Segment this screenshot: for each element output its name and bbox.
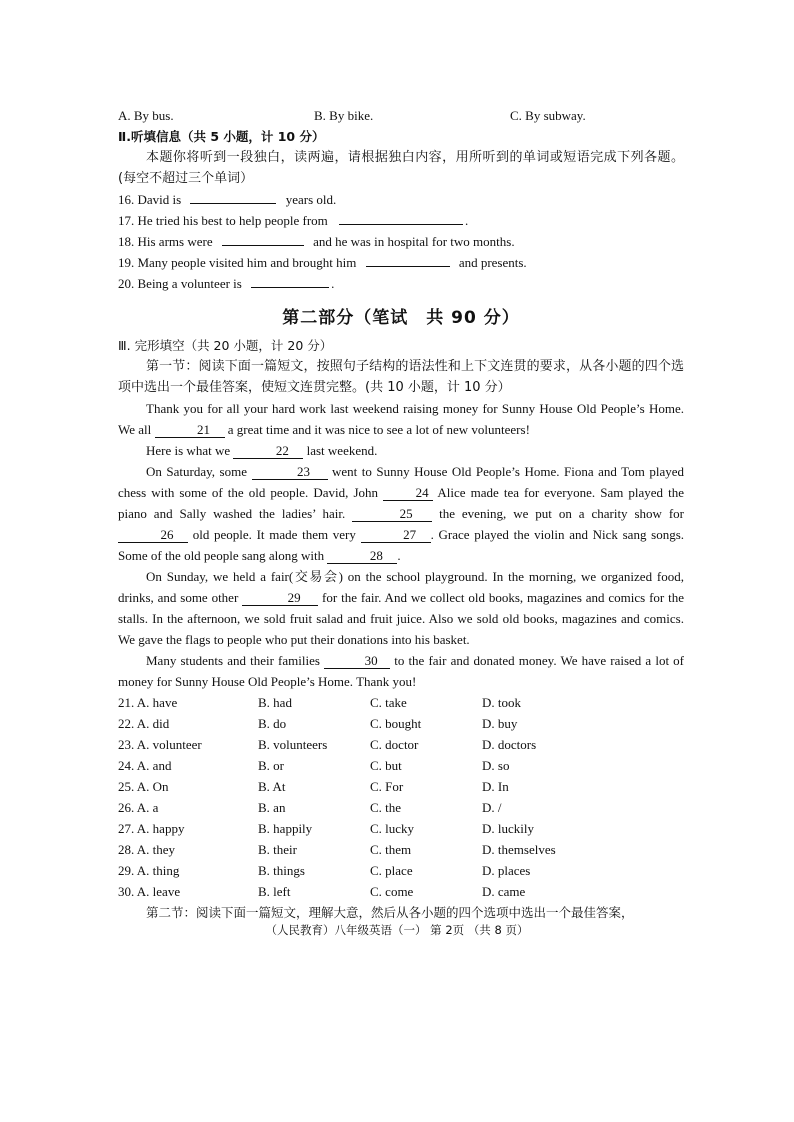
fill-item-16: 16. David is years old. xyxy=(118,189,684,210)
part2-title: 第二部分（笔试 共 90 分） xyxy=(282,308,520,328)
q15-options xyxy=(118,105,684,126)
option-c[interactable]: C. bought xyxy=(370,716,422,731)
section3-sub2-instruction: 第二节：阅读下面一篇短文，理解大意，然后从各小题的四个选项中选出一个最佳答案， xyxy=(146,905,634,920)
option-b[interactable]: B. happily xyxy=(258,821,313,836)
options-row-23 xyxy=(118,734,684,755)
option-a[interactable]: 26. A. a xyxy=(118,800,159,815)
option-b[interactable]: B. At xyxy=(258,779,286,794)
section2-title: Ⅱ.听填信息（共 5 小题，计 10 分） xyxy=(118,129,325,144)
option-a[interactable]: 21. A. have xyxy=(118,695,178,710)
option-c[interactable]: C. lucky xyxy=(370,821,415,836)
section3-sub1-instruction: 第一节：阅读下面一篇短文，按照句子结构的语法性和上下文连贯的要求，从各小题的四个选项中选出一个最佳答案，使短文连贯完整。(共 10 小题，计 10 分） xyxy=(118,359,684,395)
option-b[interactable]: B. had xyxy=(258,695,292,710)
cloze-paragraph-2: Here is what we 22 last weekend. xyxy=(146,443,378,458)
cloze-paragraph-1: Thank you for all your hard work last weekend raising money for Sunny House Old People’s Home. We all 21 a great time and it was nice to see a lot of new volunteers! xyxy=(118,401,684,437)
options-row-28 xyxy=(118,839,684,860)
options-row-27 xyxy=(118,818,684,839)
cloze-blank-27[interactable]: 27 xyxy=(361,528,431,543)
option-d[interactable]: D. so xyxy=(482,758,510,773)
option-c[interactable]: C. doctor xyxy=(370,737,419,752)
option-d[interactable]: D. places xyxy=(482,863,531,878)
page-footer: （人民教育）八年级英语（一） 第 2页 （共 8 页） xyxy=(265,923,529,937)
answer-blank[interactable] xyxy=(339,210,463,225)
option-b[interactable]: B. do xyxy=(258,716,287,731)
cloze-options xyxy=(118,692,684,902)
cloze-paragraph-4: On Sunday, we held a fair(交易会) on the school playground. In the morning, we organized food, drinks, and some other 29 for the fair. And we collect old books, magazines and comics for the stalls. In the afternoon, we sold fruit salad and fruit juice. Also we sold old books, magazines and comics. We gave the flags to people who put their donations into his basket. xyxy=(118,569,685,647)
option-b[interactable]: B. an xyxy=(258,800,286,815)
option-c[interactable]: C. them xyxy=(370,842,412,857)
option-c[interactable]: C. but xyxy=(370,758,402,773)
option-b[interactable]: B. things xyxy=(258,863,305,878)
option-a[interactable]: 27. A. happy xyxy=(118,821,185,836)
options-row-21 xyxy=(118,692,684,713)
cloze-blank-21[interactable]: 21 xyxy=(155,423,225,438)
option-c[interactable]: C. place xyxy=(370,863,413,878)
cloze-blank-24[interactable]: 24 xyxy=(383,486,433,501)
option-a[interactable]: 24. A. and xyxy=(118,758,172,773)
fill-item-17: 17. He tried his best to help people from . xyxy=(118,210,684,231)
options-row-29 xyxy=(118,860,684,881)
answer-blank[interactable] xyxy=(366,252,450,267)
option-a[interactable]: 28. A. they xyxy=(118,842,176,857)
option-a[interactable]: 29. A. thing xyxy=(118,863,180,878)
option-b[interactable]: B. their xyxy=(258,842,297,857)
option-b: B. By bike. xyxy=(314,108,374,123)
cloze-blank-29[interactable]: 29 xyxy=(242,591,318,606)
option-b[interactable]: B. volunteers xyxy=(258,737,328,752)
option-b[interactable]: B. left xyxy=(258,884,291,899)
options-row-30 xyxy=(118,881,684,902)
option-c[interactable]: C. come xyxy=(370,884,414,899)
fill-item-20: 20. Being a volunteer is . xyxy=(118,273,684,294)
section2-instruction: 本题你将听到一段独白，读两遍，请根据独白内容，用所听到的单词或短语完成下列各题。(每空不超过三个单词） xyxy=(118,150,684,186)
option-a[interactable]: 30. A. leave xyxy=(118,884,181,899)
answer-blank[interactable] xyxy=(190,189,276,204)
option-a: A. By bus. xyxy=(118,108,174,123)
cloze-blank-30[interactable]: 30 xyxy=(324,654,390,669)
cloze-blank-28[interactable]: 28 xyxy=(327,549,397,564)
answer-blank[interactable] xyxy=(222,231,304,246)
options-row-22 xyxy=(118,713,684,734)
cloze-paragraph-5: Many students and their families 30 to the fair and donated money. We have raised a lot of money for Sunny House Old People’s Home. Thank you! xyxy=(118,653,685,689)
options-row-26 xyxy=(118,797,684,818)
page-content xyxy=(118,105,684,923)
option-d[interactable]: D. took xyxy=(482,695,521,710)
option-c[interactable]: C. the xyxy=(370,800,402,815)
section3-title: Ⅲ. 完形填空（共 20 小题，计 20 分） xyxy=(118,338,333,353)
option-a[interactable]: 22. A. did xyxy=(118,716,170,731)
option-a[interactable]: 23. A. volunteer xyxy=(118,737,202,752)
option-c[interactable]: C. For xyxy=(370,779,404,794)
option-d[interactable]: D. buy xyxy=(482,716,518,731)
option-d[interactable]: D. themselves xyxy=(482,842,556,857)
option-d[interactable]: D. luckily xyxy=(482,821,534,836)
fill-item-19: 19. Many people visited him and brought him and presents. xyxy=(118,252,684,273)
options-row-24 xyxy=(118,755,684,776)
cloze-blank-23[interactable]: 23 xyxy=(252,465,328,480)
option-a[interactable]: 25. A. On xyxy=(118,779,169,794)
option-d[interactable]: D. / xyxy=(482,800,502,815)
option-d[interactable]: D. doctors xyxy=(482,737,537,752)
option-c: C. By subway. xyxy=(510,108,586,123)
cloze-paragraph-3: On Saturday, some 23 went to Sunny House Old People’s Home. Fiona and Tom played chess with some of the old people. David, John 24 Alice made tea for everyone. Sam played the piano and Sally washed the ladies’ hair. 25 the evening, we put on a charity show for 26 old people. It made them very 27 . Grace played the violin and Nick sang songs. Some of the old people sang along with 28 . xyxy=(118,464,685,563)
cloze-blank-22[interactable]: 22 xyxy=(233,444,303,459)
cloze-blank-25[interactable]: 25 xyxy=(352,507,432,522)
cloze-blank-26[interactable]: 26 xyxy=(118,528,188,543)
fill-item-18: 18. His arms were and he was in hospital for two months. xyxy=(118,231,684,252)
answer-blank[interactable] xyxy=(251,273,329,288)
options-row-25 xyxy=(118,776,684,797)
option-c[interactable]: C. take xyxy=(370,695,407,710)
option-d[interactable]: D. came xyxy=(482,884,526,899)
option-d[interactable]: D. In xyxy=(482,779,509,794)
option-b[interactable]: B. or xyxy=(258,758,284,773)
